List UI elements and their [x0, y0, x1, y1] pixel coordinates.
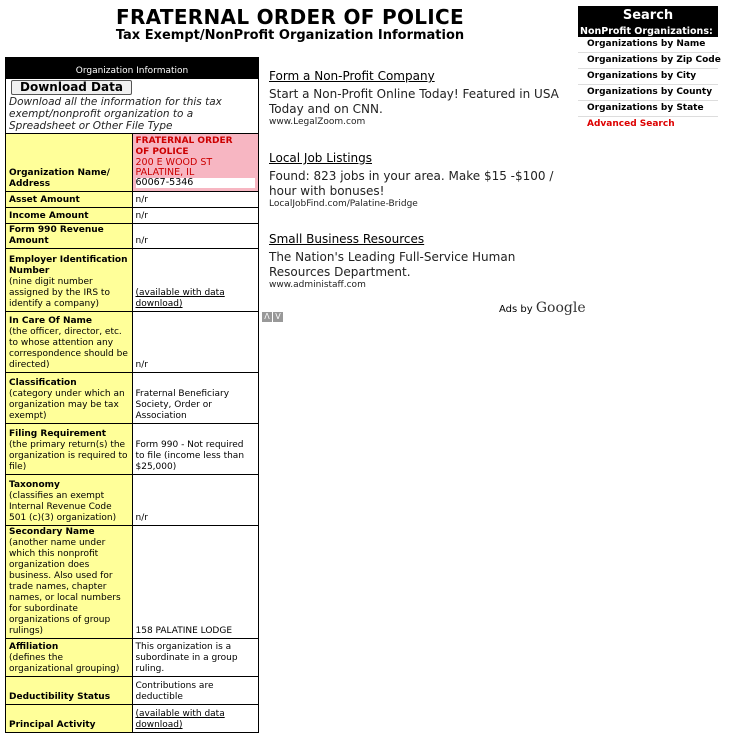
principal-activity-label: Principal Activity [6, 705, 133, 733]
ad-text: Start a Non-Profit Online Today! Featured in USA Today and on CNN. [269, 87, 559, 116]
affiliation-label: Affiliation (defines the organizational grouping) [6, 639, 133, 677]
ein-label: Employer Identification Number (nine digit number assigned by the IRS to identify a company) [6, 249, 133, 312]
form990-revenue-label: Form 990 Revenue Amount [6, 224, 133, 249]
org-name-value [132, 134, 259, 192]
ad-text: Found: 823 jobs in your area. Make $15 -$100 / hour with bonuses! [269, 169, 554, 198]
filing-requirement-label: Filing Requirement (the primary return(s) the organization is required to file) [6, 424, 133, 475]
ad-url[interactable]: www.administaff.com [269, 280, 366, 290]
ad-next-button[interactable]: V [273, 312, 283, 322]
asset-amount-value: n/r [132, 192, 259, 208]
income-amount-value: n/r [132, 208, 259, 224]
organization-info-table [5, 57, 259, 733]
deductibility-value: Contributions are deductible [132, 677, 259, 705]
deductibility-label: Deductibility Status [6, 677, 133, 705]
ad-title-link[interactable]: Form a Non-Profit Company [269, 69, 435, 83]
ad-text: The Nation's Leading Full-Service Human Resources Department. [269, 250, 516, 279]
org-info-heading: Organization Information [6, 58, 259, 79]
taxonomy-desc: (classifies an exempt Internal Revenue Code 501 (c)(3) organization) [9, 491, 117, 523]
org-address-line1: 200 E WOOD ST [135, 157, 213, 168]
search-heading: Search [578, 6, 718, 26]
care-of-label: In Care Of Name (the officer, director, etc. to whose attention any correspondence should be directed) [6, 312, 133, 373]
download-cell [6, 79, 259, 134]
org-zip: 60067-5346 [136, 178, 256, 188]
search-link-by-name[interactable]: Organizations by Name [578, 37, 718, 53]
form990-revenue-value: n/r [132, 224, 259, 249]
affiliation-desc: (defines the organizational grouping) [9, 653, 120, 674]
ad-url[interactable]: LocalJobFind.com/Palatine-Bridge [269, 199, 418, 209]
income-amount-label: Income Amount [6, 208, 133, 224]
classification-label: Classification (category under which an organization may be tax exempt) [6, 373, 133, 424]
download-description: Download all the information for this tax exempt/nonprofit organization to a Spreadsheet or Other File Type [9, 96, 222, 132]
secondary-name-value: 158 PALATINE LODGE [132, 526, 259, 639]
ad-nav [262, 304, 284, 323]
ad-prev-button[interactable]: Λ [262, 312, 272, 322]
care-of-desc: (the officer, director, etc. to whose attention any correspondence should be directed) [9, 327, 128, 370]
ad-title-link[interactable]: Small Business Resources [269, 232, 425, 246]
search-link-by-state[interactable]: Organizations by State [578, 101, 718, 117]
page-subtitle: Tax Exempt/NonProfit Organization Information [115, 28, 465, 43]
org-name-line2: OF POLICE [135, 147, 189, 157]
ads-by-label: Ads by [499, 304, 533, 315]
classification-value: Fraternal Beneficiary Society, Order or Association [132, 373, 259, 424]
search-link-by-county[interactable]: Organizations by County [578, 85, 718, 101]
ad-block [269, 69, 569, 127]
org-address-line2: PALATINE, IL [135, 167, 195, 178]
taxonomy-value: n/r [132, 475, 259, 526]
page-title: FRATERNAL ORDER OF POLICE [116, 5, 464, 29]
secondary-name-label: Secondary Name (another name under which this nonprofit organization does business. Also used for trade names, chapter names, or local numbers for subordinate organizations of group rulings) [6, 526, 133, 639]
ein-download-link[interactable]: (available with data download) [135, 288, 225, 309]
ad-title-link[interactable]: Local Job Listings [269, 151, 373, 165]
secondary-name-desc: (another name under which this nonprofit organization does business. Also used for trade names, chapter names, or local numbers for subordinate organizations of group rulings) [9, 538, 121, 636]
org-name-label: Organization Name/ Address [6, 134, 133, 192]
principal-activity-value [132, 705, 259, 733]
ad-url[interactable]: www.LegalZoom.com [269, 117, 366, 127]
principal-activity-download-link[interactable]: (available with data download) [135, 709, 225, 730]
ad-block [269, 232, 569, 290]
classification-desc: (category under which an organization may be tax exempt) [9, 389, 125, 421]
google-logo: Google [535, 300, 586, 316]
search-link-by-city[interactable]: Organizations by City [578, 69, 718, 85]
filing-requirement-desc: (the primary return(s) the organization is required to file) [9, 440, 128, 472]
ad-block [269, 151, 569, 209]
download-data-button[interactable]: Download Data [11, 80, 132, 95]
affiliation-value: This organization is a subordinate in a group ruling. [132, 639, 259, 677]
ein-desc: (nine digit number assigned by the IRS to identify a company) [9, 277, 110, 309]
taxonomy-label: Taxonomy (classifies an exempt Internal Revenue Code 501 (c)(3) organization) [6, 475, 133, 526]
nonprofit-subheading: NonProfit Organizations: [578, 26, 718, 37]
asset-amount-label: Asset Amount [6, 192, 133, 208]
advanced-search-link[interactable]: Advanced Search [587, 119, 675, 129]
search-panel [578, 6, 721, 132]
ein-value [132, 249, 259, 312]
org-name-line1: FRATERNAL ORDER [135, 136, 233, 146]
ads-by-google[interactable] [499, 300, 586, 316]
filing-requirement-value: Form 990 - Not required to file (income less than $25,000) [132, 424, 259, 475]
search-link-by-zip[interactable]: Organizations by Zip Code [578, 53, 718, 69]
care-of-value: n/r [132, 312, 259, 373]
